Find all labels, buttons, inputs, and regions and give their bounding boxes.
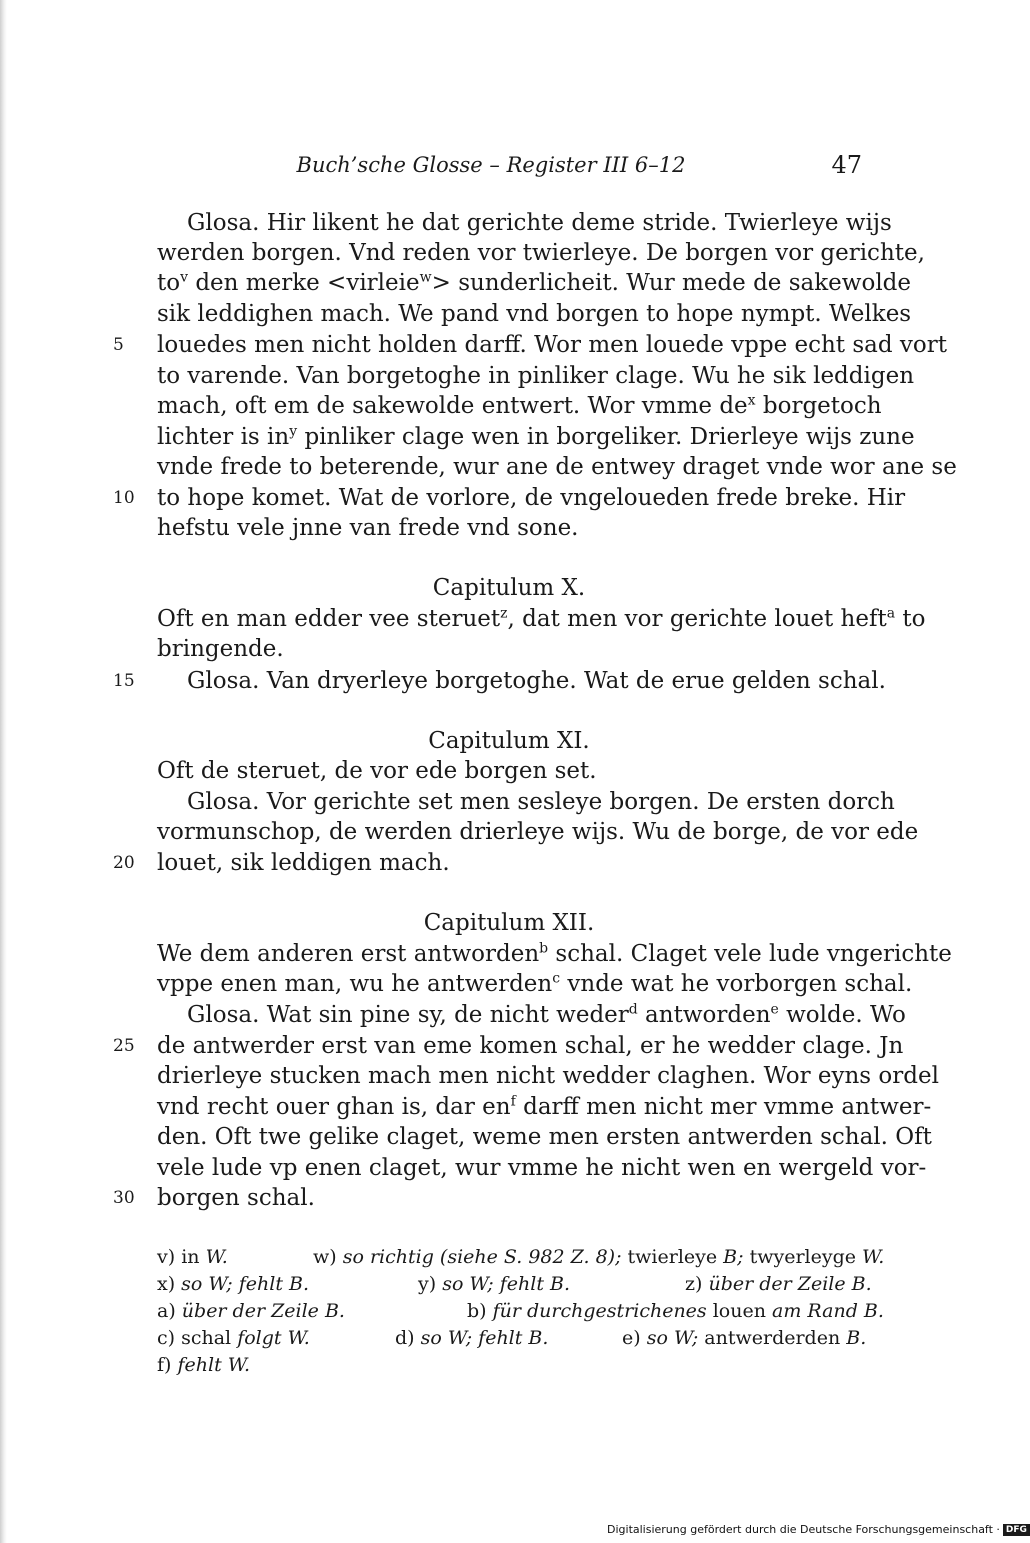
text-line: drierleye stucken mach men nicht wedder claghen. Wor eyns ordel <box>157 1063 939 1089</box>
text-line: Glosa. Van dryerleye borgetoghe. Wat de erue gelden schal. <box>187 668 886 694</box>
dfg-logo: DFG <box>1003 1524 1030 1536</box>
text-line: vormunschop, de werden drierleye wijs. Wu de borge, de vor ede <box>157 819 919 845</box>
text-line: werden borgen. Vnd reden vor twierleye. De borgen vor gerichte, <box>157 240 925 266</box>
digitization-credit: Digitalisierung gefördert durch die Deutsche Forschungsgemeinschaft · DFG <box>607 1523 1030 1537</box>
chapter-heading: Capitulum XII. <box>423 910 595 936</box>
footnote-y: y) so W; fehlt B. <box>418 1273 571 1295</box>
text-line: vele lude vp enen claget, wur vmme he nicht wen en wergeld vor- <box>157 1155 927 1181</box>
footnote-z: z) über der Zeile B. <box>685 1273 872 1295</box>
chapter-heading: Capitulum X. <box>432 575 586 601</box>
footnote-mark: d <box>628 1001 638 1018</box>
footnote-mark: z <box>500 605 508 622</box>
line-number: 20 <box>113 853 135 873</box>
line-number: 30 <box>113 1188 135 1208</box>
footnote-mark: w <box>419 269 432 286</box>
footnote-mark: a <box>886 605 896 622</box>
text-line: den. Oft twe gelike claget, weme men ersten antwerden schal. Oft <box>157 1124 932 1150</box>
text-line: borgen schal. <box>157 1185 315 1211</box>
footnote-mark: x <box>747 392 756 409</box>
text-line: vppe enen man, wu he antwerden$^c$ vnde wat he vorborgen schal. <box>157 970 913 997</box>
footnote-x: x) so W; fehlt B. <box>157 1273 309 1295</box>
footnote-c: c) schal folgt W. <box>157 1327 310 1349</box>
line-number: 15 <box>113 671 135 691</box>
text-line: vnde frede to beterende, wur ane de entwey draget vnde wor ane se <box>157 454 957 480</box>
running-title: Buch’sche Glosse – Register III 6–12 <box>296 153 686 177</box>
text-line: Glosa. Wat sin pine sy, de nicht weder$^d$ antworden$^e$ wolde. Wo <box>187 1001 906 1028</box>
footnote-e: e) so W; antwerderden B. <box>622 1327 867 1349</box>
footnote-f: f) fehlt W. <box>157 1354 251 1376</box>
footnote-mark: e <box>770 1001 779 1018</box>
text-line: Glosa. Vor gerichte set men sesleye borgen. De ersten dorch <box>187 789 895 815</box>
line-number: 25 <box>113 1036 135 1056</box>
footnote-v: v) in W. <box>157 1246 228 1268</box>
line-number: 10 <box>113 488 135 508</box>
footnote-mark: v <box>180 269 189 286</box>
page-number: 47 <box>831 151 862 179</box>
text-line: vnd recht ouer ghan is, dar $en^f$ darff men nicht mer vmme antwer- <box>157 1093 932 1120</box>
footnote-w: w) so richtig (siehe S. 982 Z. 8); twierleye B; twyerleyge W. <box>313 1246 885 1268</box>
footnote-mark: c <box>552 970 561 987</box>
text-line: Oft en man edder vee steruet$^z$, dat men vor gerichte louet heft$^a$ to <box>157 605 926 632</box>
footnote-a: a) über der Zeile B. <box>157 1300 345 1322</box>
text-line: bringende. <box>157 636 284 662</box>
text-line: louet, sik leddigen mach. <box>157 850 450 876</box>
footnote-mark: y <box>289 423 298 440</box>
line-number: 5 <box>113 335 124 355</box>
page-header <box>156 150 862 184</box>
text-line: louedes men nicht holden darff. Wor men louede vppe echt sad vort <box>157 332 947 358</box>
footnote-d: d) so W; fehlt B. <box>395 1327 549 1349</box>
text-line: lichter is $in^y$ pinliker clage wen in borgeliker. Drierleye wijs zune <box>157 423 915 450</box>
text-line: to hope komet. Wat de vorlore, de vngeloueden frede breke. Hir <box>157 485 906 511</box>
text-line: Glosa. Hir likent he dat gerichte deme stride. Twierleye wijs <box>187 210 892 236</box>
footnote-mark: b <box>539 940 549 957</box>
text-line: hefstu vele jnne van frede vnd sone. <box>157 515 579 541</box>
text-line: $to^v$ den merke <virleie$^w$> sunderlicheit. Wur mede de sakewolde <box>157 269 912 296</box>
scan-edge <box>0 0 7 1543</box>
footnote-b: b) für durchgestrichenes louen am Rand B. <box>467 1300 884 1322</box>
text-line: Oft de steruet, de vor ede borgen set. <box>157 758 597 784</box>
chapter-heading: Capitulum XI. <box>428 728 590 754</box>
text-line: de antwerder erst van eme komen schal, er he wedder clage. Jn <box>157 1033 904 1059</box>
text-line: mach, oft em de sakewolde entwert. Wor vmme $de^x$ borgetoch <box>157 392 882 419</box>
text-line: We dem anderen erst antworden$^b$ schal. Claget vele lude vngerichte <box>157 940 952 967</box>
text-line: sik leddighen mach. We pand vnd borgen to hope nympt. Welkes <box>157 301 912 327</box>
footnote-mark: f <box>510 1093 516 1110</box>
text-line: to varende. Van borgetoghe in pinliker clage. Wu he sik leddigen <box>157 363 915 389</box>
